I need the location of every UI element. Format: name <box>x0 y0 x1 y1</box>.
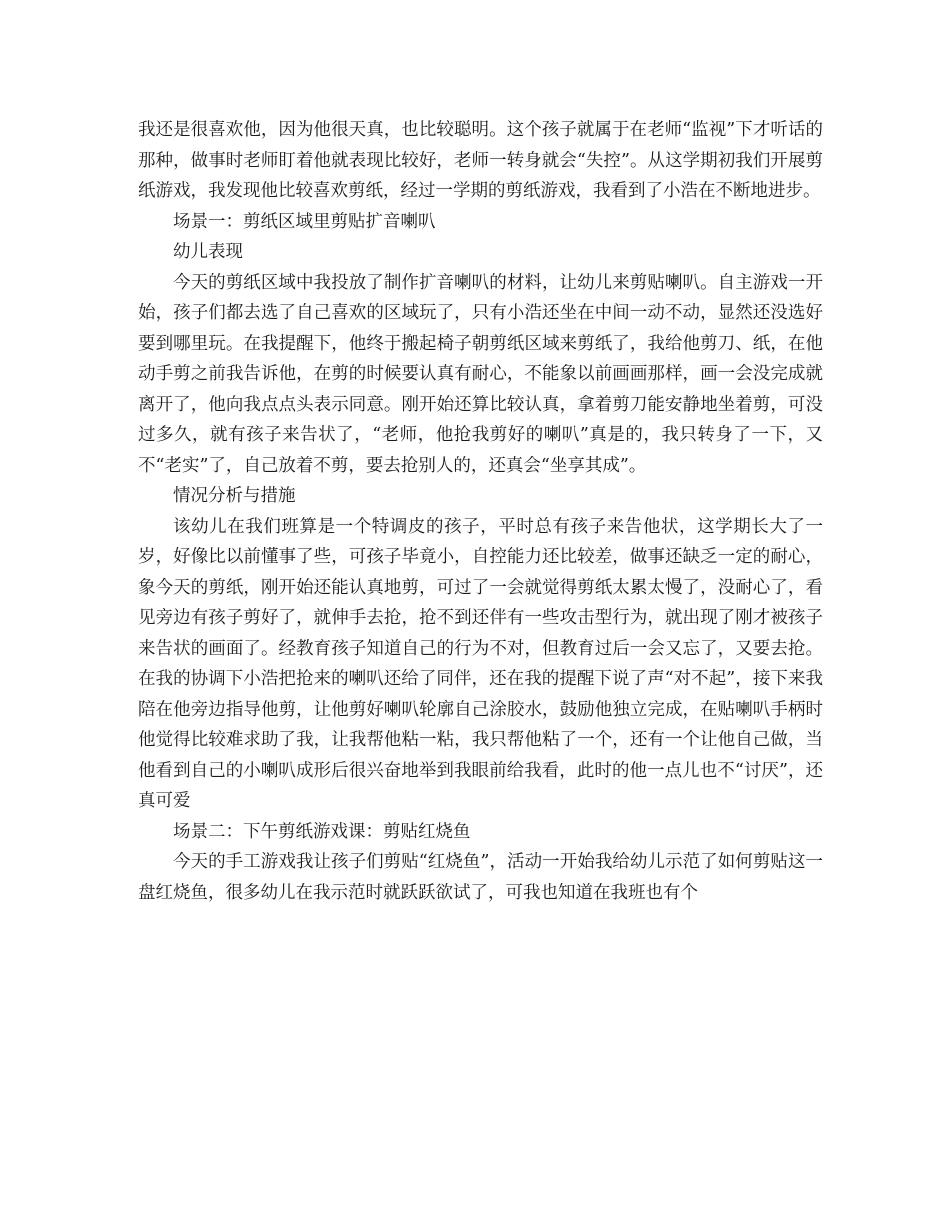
paragraph-scene-one-description: 今天的剪纸区域中我投放了制作扩音喇叭的材料，让幼儿来剪贴喇叭。自主游戏一开始，孩子们都去选了自己喜欢的区域玩了，只有小浩还坐在中间一动不动，显然还没选好要到哪里玩。在我提醒下，他终于搬起椅子朝剪纸区域来剪纸了，我给他剪刀、纸，在他动手剪之前我告诉他，在剪的时候要认真有耐心，不能象以前画画那样，画一会没完成就离开了，他向我点点头表示同意。刚开始还算比较认真，拿着剪刀能安静地坐着剪，可没过多久，就有孩子来告状了，“老师，他抢我剪好的喇叭”真是的，我只转身了一下，又不“老实”了，自己放着不剪，要去抢别人的，还真会“坐享其成”。 <box>138 272 823 476</box>
paragraph-analysis: 该幼儿在我们班算是一个特调皮的孩子，平时总有孩子来告他状，这学期长大了一岁，好像比以前懂事了些，可孩子毕竟小，自控能力还比较差，做事还缺乏一定的耐心，象今天的剪纸，刚开始还能认真地剪，可过了一会就觉得剪纸太累太慢了，没耐心了，看见旁边有孩子剪好了，就伸手去抢，抢不到还伴有一些攻击型行为，就出现了刚才被孩子来告状的画面了。经教育孩子知道自己的行为不对，但教育过后一会又忘了，又要去抢。在我的协调下小浩把抢来的喇叭还给了同伴，还在我的提醒下说了声“对不起”，接下来我陪在他旁边指导他剪，让他剪好喇叭轮廓自己涂胶水，鼓励他独立完成，在贴喇叭手柄时他觉得比较难求助了我，让我帮他粘一粘，我只帮他粘了一个，还有一个让他自己做，当他看到自己的小喇叭成形后很兴奋地举到我眼前给我看，此时的他一点儿也不“讨厌”，还真可爱 <box>138 516 823 811</box>
heading-analysis-measures: 情况分析与措施 <box>173 486 296 506</box>
heading-scene-two: 场景二：下午剪纸游戏课：剪贴红烧鱼 <box>173 821 471 842</box>
document-body <box>138 115 823 908</box>
paragraph-scene-two-description: 今天的手工游戏我让孩子们剪贴“红烧鱼”，活动一开始我给幼儿示范了如何剪贴这一盘红烧鱼，很多幼儿在我示范时就跃跃欲试了，可我也知道在我班也有个 <box>138 852 823 903</box>
heading-child-performance: 幼儿表现 <box>173 242 243 262</box>
paragraph-intro-continued: 我还是很喜欢他，因为他很天真，也比较聪明。这个孩子就属于在老师“监视”下才听话的那种，做事时老师盯着他就表现比较好，老师一转身就会“失控”。从这学期初我们开展剪纸游戏，我发现他比较喜欢剪纸，经过一学期的剪纸游戏，我看到了小浩在不断地进步。 <box>138 120 823 201</box>
heading-scene-one: 场景一：剪纸区域里剪贴扩音喇叭 <box>173 211 436 232</box>
